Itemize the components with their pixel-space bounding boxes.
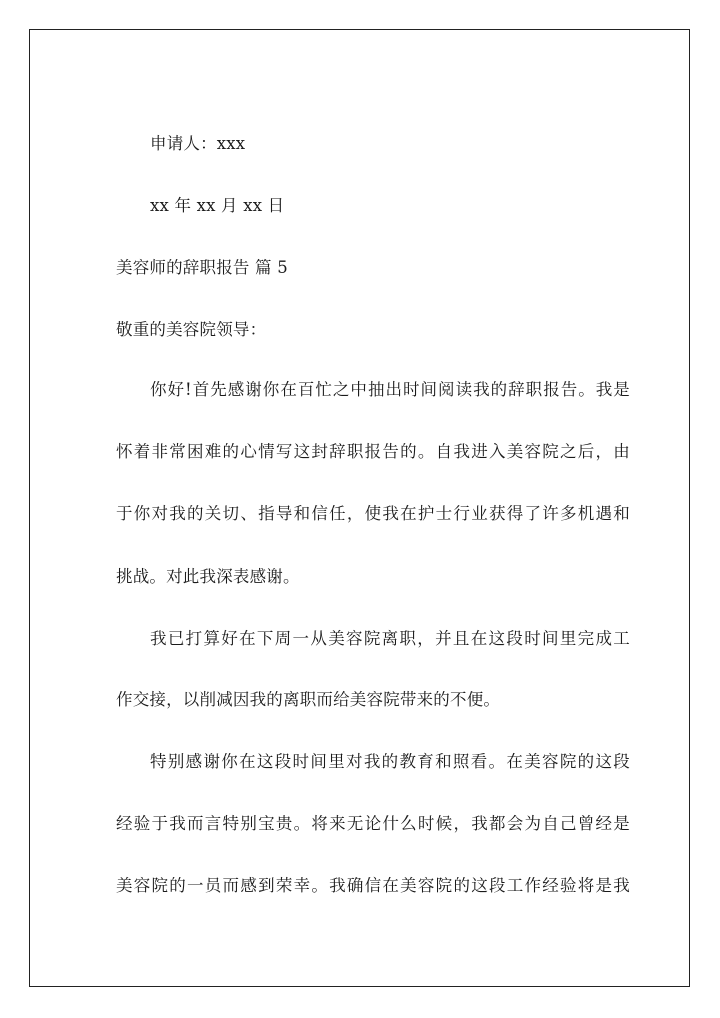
paragraph-line: 特别感谢你在这段时间里对我的教育和照看。在美容院的这段 — [150, 752, 630, 771]
paragraph-line: 于你对我的关切、指导和信任，使我在护士行业获得了许多机遇和 — [116, 504, 630, 523]
paragraph-line: 美容院的一员而感到荣幸。我确信在美容院的这段工作经验将是我 — [116, 876, 630, 895]
paragraph-line: 挑战。对此我深表感谢。 — [116, 567, 300, 586]
paragraph-line: 我已打算好在下周一从美容院离职，并且在这段时间里完成工 — [150, 629, 630, 648]
section-title: 美容师的辞职报告 篇 5 — [116, 258, 288, 277]
date-line: xx 年 xx 月 xx 日 — [150, 196, 285, 215]
paragraph-line: 你好!首先感谢你在百忙之中抽出时间阅读我的辞职报告。我是 — [150, 380, 630, 399]
salutation: 敬重的美容院领导： — [116, 320, 267, 339]
paragraph-line: 怀着非常困难的心情写这封辞职报告的。自我进入美容院之后，由 — [116, 442, 630, 461]
paragraph-line: 经验于我而言特别宝贵。将来无论什么时候，我都会为自己曾经是 — [116, 814, 630, 833]
paragraph-line: 作交接，以削减因我的离职而给美容院带来的不便。 — [116, 690, 501, 709]
applicant-line: 申请人：xxx — [150, 134, 246, 153]
